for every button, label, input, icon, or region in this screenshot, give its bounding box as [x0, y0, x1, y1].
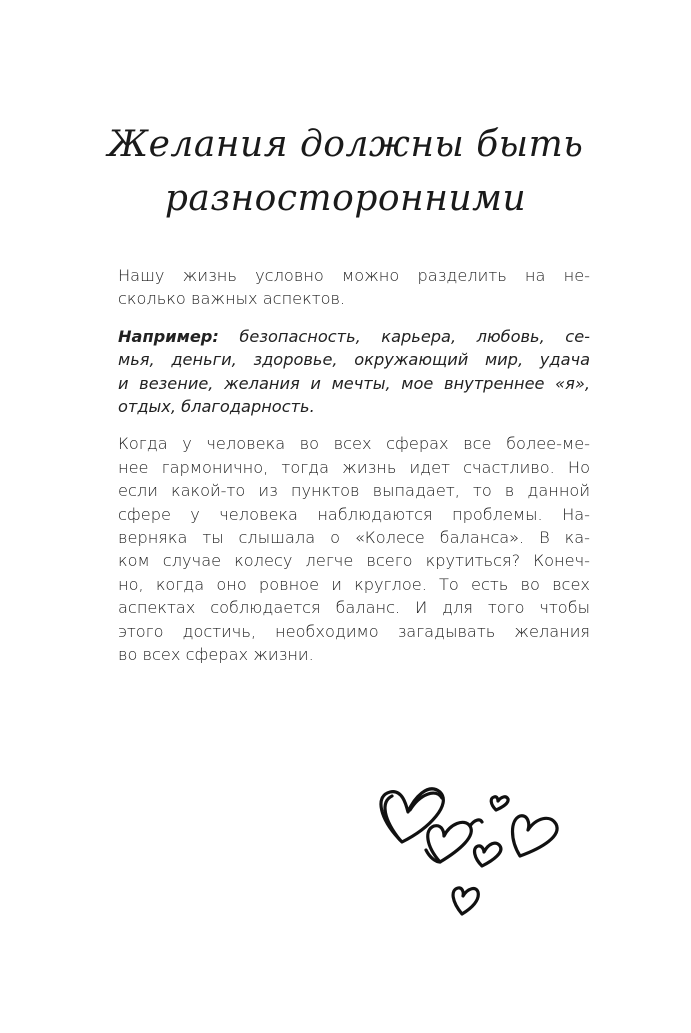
text-line: верняка ты слышала о «Колесе баланса». В ка- [118, 528, 590, 548]
title-line-2: разносторонними [164, 178, 527, 219]
heart-bottom-icon [453, 888, 478, 914]
text-line: во всех сферах жизни. [118, 645, 314, 665]
paragraph-intro [118, 264, 590, 311]
text-line: Нашу жизнь условно можно разделить на не- [118, 266, 590, 285]
hearts-doodle-icon [370, 780, 570, 920]
heart-right-icon [513, 816, 558, 856]
heart-small-icon [491, 797, 508, 810]
text-line: сфере у человека наблюдаются проблемы. На- [118, 504, 590, 524]
example-list-start: безопасность, карьера, любовь, се- [218, 326, 590, 346]
page-title [0, 118, 691, 226]
example-label: Например: [118, 326, 219, 346]
text-line [118, 348, 590, 371]
text-line: но, когда оно ровное и круглое. То есть во всех [118, 574, 590, 594]
text-line [118, 372, 590, 395]
example-list-line: мья, деньги, здоровье, окружающий мир, удача [118, 350, 590, 370]
heart-center-icon [475, 843, 501, 866]
text-line: Когда у человека во всех сферах все более-ме- [118, 434, 590, 454]
text-line: нее гармонично, тогда жизнь идет счастливо. Но [118, 457, 590, 477]
text-line: ком случае колесу легче всего крутиться? Конеч- [118, 551, 590, 571]
text-line: этого достичь, необходимо загадывать желания [118, 621, 590, 641]
text-line [118, 395, 590, 418]
text-line: сколько важных аспектов. [118, 289, 346, 309]
text-line [118, 325, 590, 348]
title-line-1: Желания должны быть [107, 124, 584, 165]
text-line: если какой-то из пунктов выпадает, то в данной [118, 481, 590, 501]
paragraph-balance [118, 432, 590, 666]
body-text [118, 264, 590, 681]
text-line: аспектах соблюдается баланс. И для того чтобы [118, 598, 590, 618]
paragraph-example [118, 325, 590, 419]
heart-middle-icon [428, 822, 472, 862]
example-list-line: и везение, желания и мечты, мое внутреннее «я», [118, 373, 590, 393]
example-list-line: отдых, благодарность. [118, 397, 315, 417]
